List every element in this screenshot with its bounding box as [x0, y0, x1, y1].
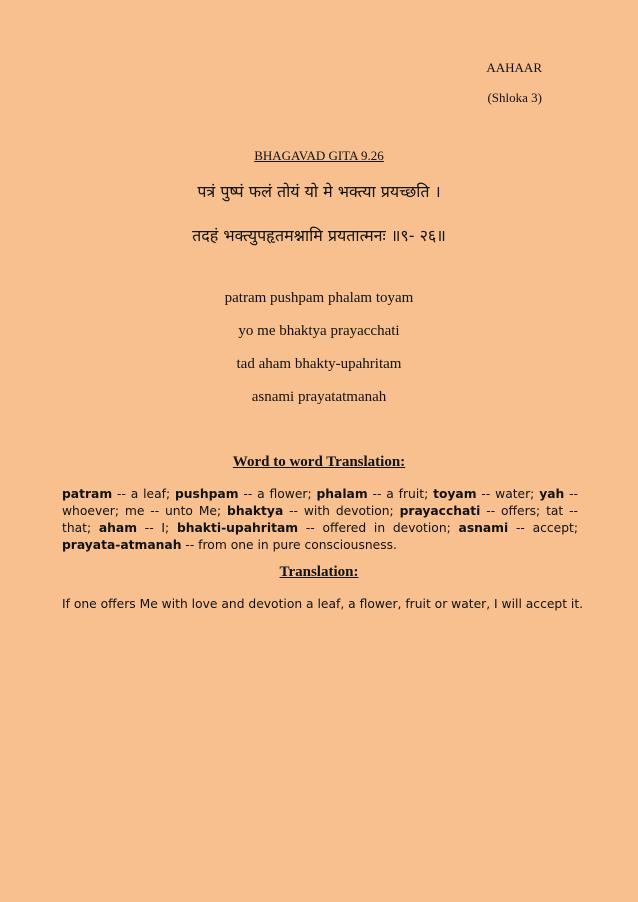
meaning: -- a flower; [238, 487, 317, 501]
sanskrit-line-2: तदहं भक्त्युपहृतमश्नामि प्रयतात्मनः ॥९- २६॥ [192, 226, 446, 245]
term: yah [539, 487, 565, 501]
term: prayacchati [399, 504, 481, 518]
transliteration-line-3: tad aham bhakty-upahritam [236, 356, 402, 372]
document-title: AAHAAR [486, 60, 542, 75]
document-subtitle: (Shloka 3) [487, 90, 542, 105]
term: phalam [316, 487, 368, 501]
transliteration-line-2: yo me bhaktya prayacchati [238, 323, 400, 339]
transliteration-line-4: asnami prayatatmanah [251, 389, 387, 405]
term: asnami [458, 521, 509, 535]
meaning: -- accept; [508, 521, 578, 535]
meaning: -- a fruit; [367, 487, 434, 501]
translation-heading: Translation: [279, 564, 359, 580]
meaning: -- offers; tat -- that; [62, 504, 578, 535]
term: pushpam [175, 487, 239, 501]
word-translation-heading: Word to word Translation: [232, 454, 406, 470]
meaning: -- whoever; me -- unto Me; [62, 487, 578, 518]
translation-text: If one offers Me with love and devotion a leaf, a flower, fruit or water, I will accept it. [62, 597, 584, 611]
verse-reference: BHAGAVAD GITA 9.26 [254, 148, 384, 163]
meaning: -- I; [137, 521, 177, 535]
term: patram [62, 487, 113, 501]
term: prayata-atmanah [62, 538, 182, 552]
sanskrit-line-1: पत्रं पुष्पं फलं तोयं यो मे भक्त्या प्रयच्छति । [197, 182, 441, 201]
term: toyam [433, 487, 477, 501]
meaning: -- water; [476, 487, 540, 501]
meaning: -- a leaf; [112, 487, 175, 501]
word-translation-paragraph [62, 486, 578, 554]
term: bhakti-upahritam [176, 521, 299, 535]
meaning: -- with devotion; [283, 504, 400, 518]
term: aham [98, 521, 138, 535]
meaning: -- from one in pure consciousness. [181, 538, 397, 552]
term: bhaktya [227, 504, 284, 518]
transliteration-line-1: patram pushpam phalam toyam [224, 290, 414, 306]
meaning: -- offered in devotion; [298, 521, 459, 535]
